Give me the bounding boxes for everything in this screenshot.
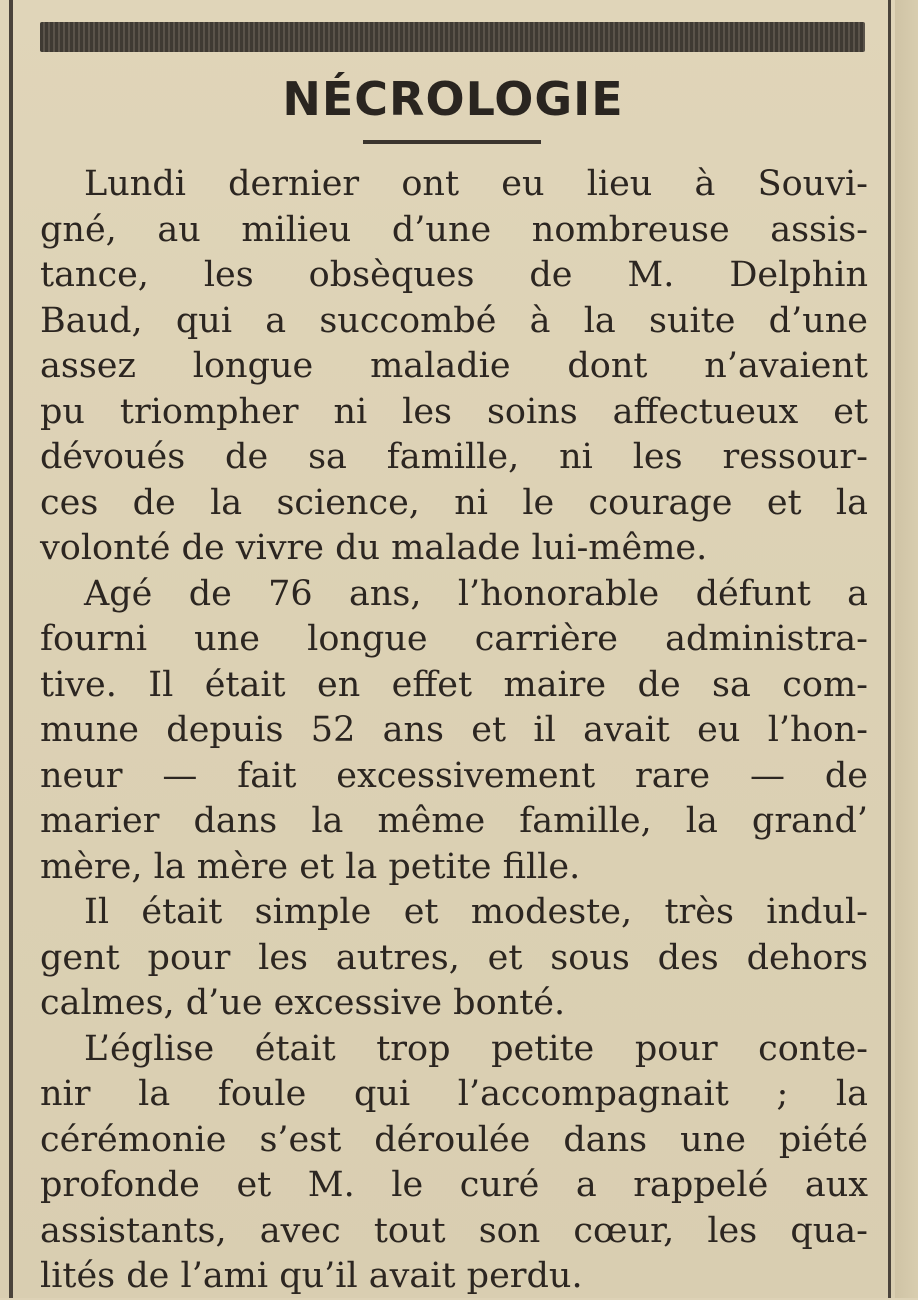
text-line: ces de la science, ni le courage et la — [40, 482, 868, 523]
text-line: tive. Il était en effet maire de sa com- — [40, 664, 868, 705]
text-line: assistants, avec tout son cœur, les qua- — [40, 1210, 868, 1251]
title-underline — [363, 140, 541, 144]
paragraph — [40, 890, 868, 1027]
column-rule-left — [9, 0, 13, 1298]
paragraph — [40, 572, 868, 891]
text-line: Baud, qui a succombé à la suite d’une — [40, 300, 868, 341]
paragraph — [40, 162, 868, 572]
article-body — [40, 162, 868, 1300]
text-line: Agé de 76 ans, l’honorable défunt a — [84, 573, 868, 614]
text-line: mune depuis 52 ans et il avait eu l’hon- — [40, 710, 868, 750]
text-line: volonté de vivre du malade lui-même. — [40, 528, 708, 568]
header-rule-band — [40, 22, 865, 52]
text-line: nir la foule qui l’accompagnait ; la — [40, 1074, 868, 1114]
text-line: calmes, d’ue excessive bonté. — [40, 983, 566, 1023]
paragraph — [40, 1027, 868, 1300]
text-line: fourni une longue carrière administra- — [40, 619, 868, 659]
text-line: L’église était trop petite pour conte- — [84, 1028, 868, 1069]
text-line: Il était simple et modeste, très indul- — [84, 892, 868, 932]
text-line: Lundi dernier ont eu lieu à Souvi- — [84, 164, 868, 204]
text-line: marier dans la même famille, la grand’ — [40, 801, 868, 841]
text-line: neur — fait excessivement rare — de — [40, 755, 868, 796]
text-line: lités de l’ami qu’il avait perdu. — [40, 1256, 583, 1296]
section-title: NÉCROLOGIE — [282, 72, 624, 126]
text-line: gent pour les autres, et sous des dehors — [40, 937, 868, 978]
text-line: assez longue maladie dont n’avaient — [40, 346, 868, 386]
adjacent-column-bleed — [895, 0, 918, 1298]
text-line: profonde et M. le curé a rappelé aux — [40, 1165, 868, 1205]
text-line: pu triompher ni les soins affectueux et — [40, 391, 868, 432]
text-line: tance, les obsèques de M. Delphin — [40, 255, 868, 295]
text-line: mère, la mère et la petite fille. — [40, 846, 581, 887]
text-line: gné, au milieu d’une nombreuse assis- — [40, 209, 868, 250]
text-line: cérémonie s’est déroulée dans une piété — [40, 1119, 868, 1160]
text-line: dévoués de sa famille, ni les ressour- — [40, 437, 868, 477]
column-rule-right — [888, 0, 891, 1298]
